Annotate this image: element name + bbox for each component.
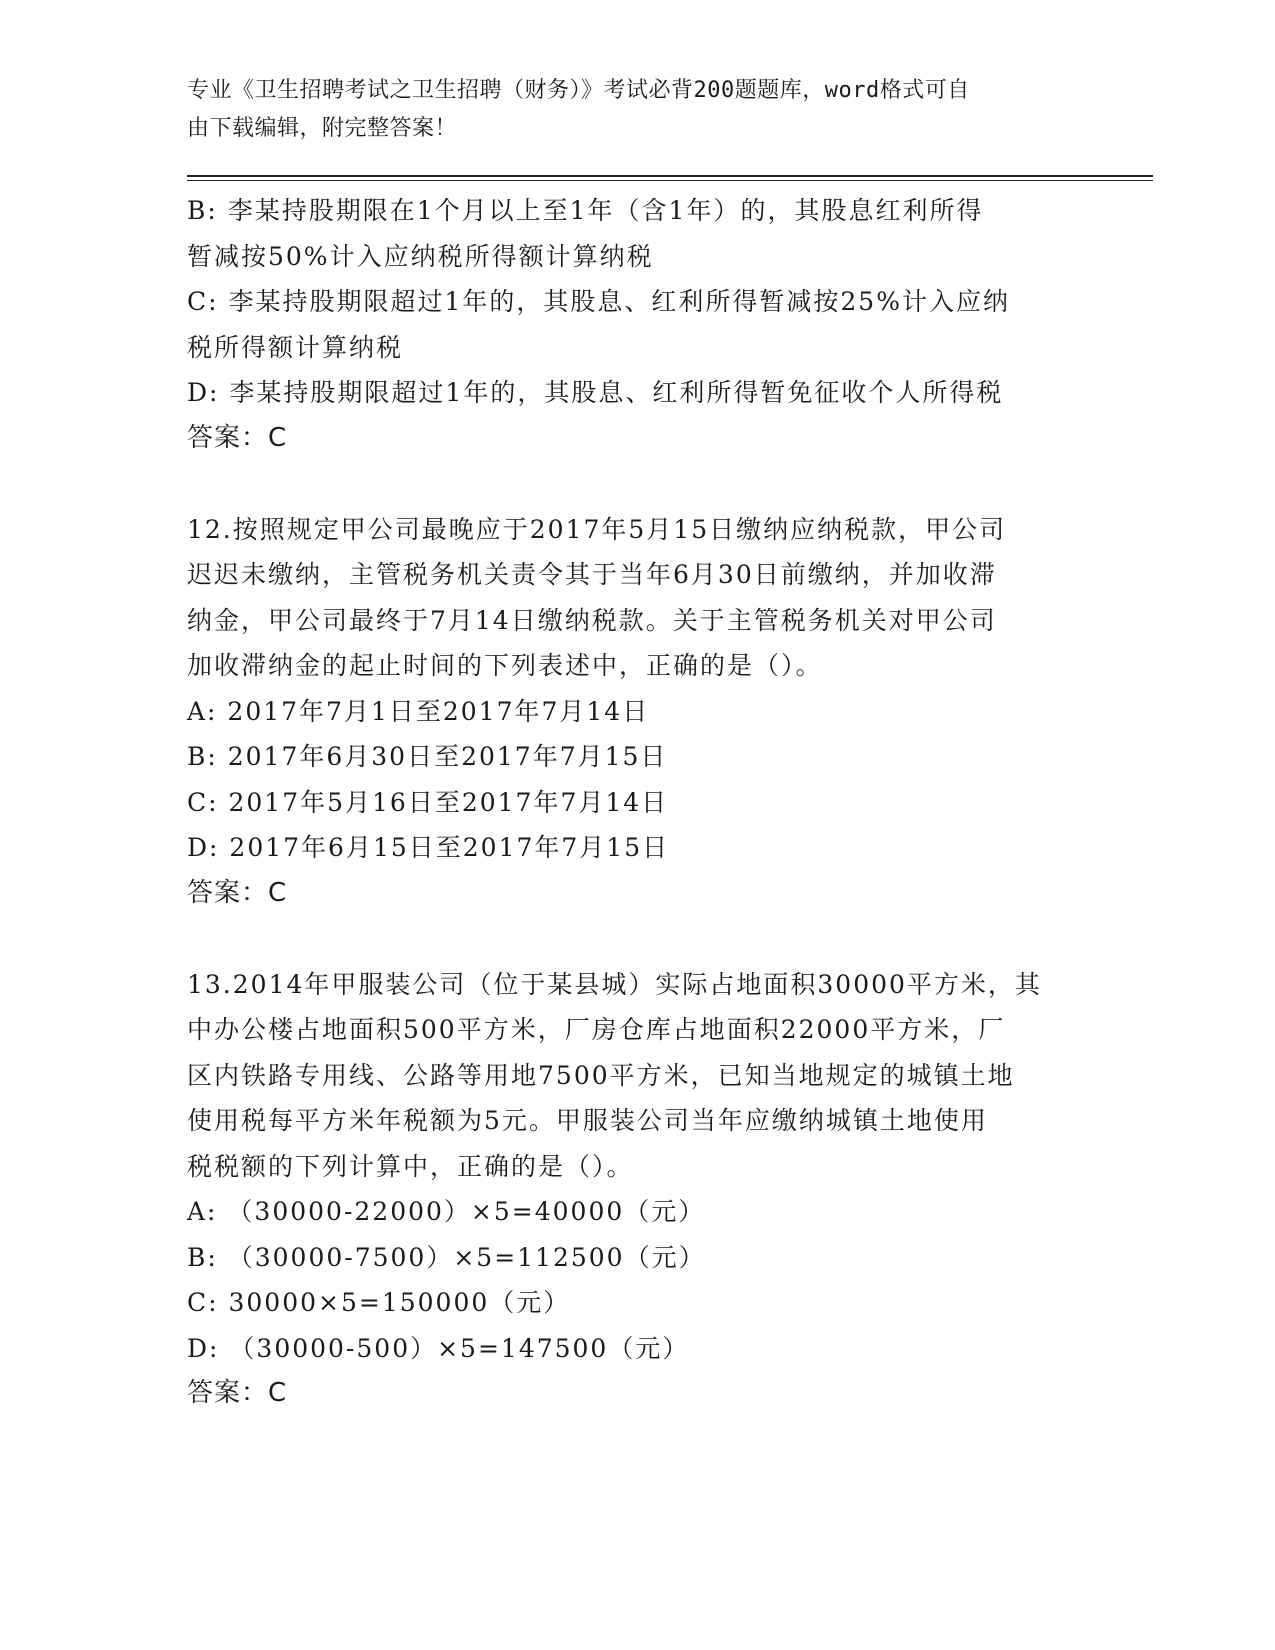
q11-option-c-line-2: 税所得额计算纳税 (187, 332, 404, 362)
header-line-2: 由下载编辑，附完整答案！ (187, 116, 458, 141)
q12-option-c: C: 2017年5月16日至2017年7月14日 (187, 787, 669, 817)
spacer (187, 916, 1087, 962)
q11-answer: 答案：C (187, 422, 288, 453)
q13-answer: 答案：C (187, 1378, 288, 1408)
q13-option-b: B: （30000-7500）×5=112500（元） (187, 1242, 706, 1272)
q12-stem-line-1: 12.按照规定甲公司最晚应于2017年5月15日缴纳应纳税款，甲公司 (187, 514, 1007, 544)
q11-option-b-line-1: B: 李某持股期限在1个月以上至1年（含1年）的，其股息红利所得 (187, 196, 984, 225)
q11-option-b-line-2: 暂减按50%计入应纳税所得额计算纳税 (187, 241, 654, 271)
q11-option-c-line-1: C: 李某持股期限超过1年的，其股息、红利所得暂减按25%计入应纳 (187, 287, 1010, 316)
q12-answer: 答案：C (187, 877, 288, 908)
q13-stem-line-4: 使用税每平方米年税额为5元。甲服装公司当年应缴纳城镇土地使用 (187, 1106, 988, 1135)
q11-option-d: D: 李某持股期限超过1年的，其股息、红利所得暂免征收个人所得税 (187, 378, 1004, 407)
q13-stem-line-5: 税税额的下列计算中，正确的是（）。 (187, 1151, 634, 1181)
header-divider-thick (187, 175, 1153, 177)
q12-stem-line-3: 纳金，甲公司最终于7月14日缴纳税款。关于主管税务机关对甲公司 (187, 605, 997, 635)
q12-stem-line-2: 迟迟未缴纳，主管税务机关责令其于当年6月30日前缴纳，并加收滞 (187, 560, 997, 589)
q13-stem-line-3: 区内铁路专用线、公路等用地7500平方米，已知当地规定的城镇土地 (187, 1060, 1015, 1090)
q13-stem-line-2: 中办公楼占地面积500平方米，厂房仓库占地面积22000平方米，厂 (187, 1015, 1006, 1044)
q13-stem-line-1: 13.2014年甲服装公司（位于某县城）实际占地面积30000平方米，其 (187, 969, 1042, 999)
document-body (187, 188, 1087, 1417)
q12-stem-line-4: 加收滞纳金的起止时间的下列表述中，正确的是（）。 (187, 651, 823, 680)
header-divider-thin (187, 180, 1153, 181)
spacer (187, 461, 1087, 507)
q12-option-b: B: 2017年6月30日至2017年7月15日 (187, 742, 668, 771)
q12-option-d: D: 2017年6月15日至2017年7月15日 (187, 833, 670, 862)
q13-option-c: C: 30000×5=150000（元） (187, 1288, 571, 1317)
q13-option-d: D: （30000-500）×5=147500（元） (187, 1333, 690, 1363)
q12-option-a: A: 2017年7月1日至2017年7月14日 (187, 696, 650, 726)
header-line-1: 专业《卫生招聘考试之卫生招聘（财务）》考试必背200题题库，word格式可自 (187, 78, 970, 103)
document-header (187, 72, 1077, 148)
q13-option-a: A: （30000-22000）×5=40000（元） (187, 1197, 706, 1226)
